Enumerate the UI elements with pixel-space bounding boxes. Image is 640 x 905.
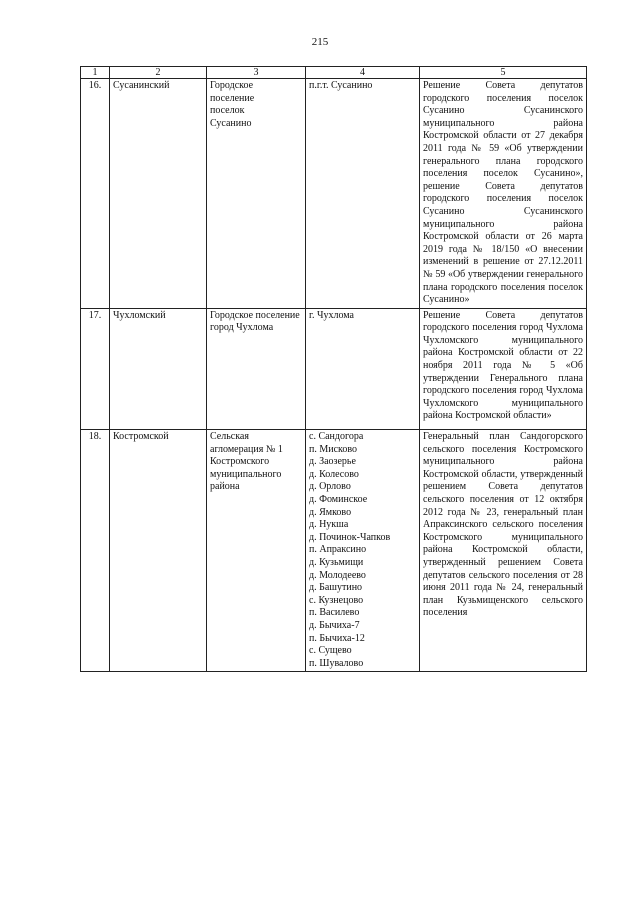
decision-cell: Генеральный план Сандогорского сельского поселения Костромского муниципального района Костромской области, утвержденный решением Совета депутатов сельского поселения от 12 октября 2012 года № 23, генеральный план Апраксинского сельского поселения Костромского муниципального района Костромской области, утвержденный решением Совета депутатов сельского поселения от 28 июня 2011 года № 24, генеральный план Кузьмищенского сельского поселения	[420, 430, 587, 672]
district-cell: Костромской	[110, 430, 207, 672]
table-row	[81, 79, 587, 309]
row-number: 18.	[81, 430, 110, 672]
decision-cell: Решение Совета депутатов городского поселения город Чухлома Чухломского муниципального района Костромской области от 22 ноября 2011 года № 5 «Об утверждении Генерального плана городского поселения город Чухлома Чухломского муниципального района Костромской области»	[420, 308, 587, 429]
row-number: 17.	[81, 308, 110, 429]
settlements-table	[80, 66, 587, 672]
settlement-cell: Городское поселение город Чухлома	[207, 308, 306, 429]
column-number: 4	[306, 67, 420, 79]
column-number: 3	[207, 67, 306, 79]
settlement-cell: Городское поселение поселок Сусанино	[207, 79, 306, 309]
page-number: 215	[311, 36, 329, 48]
localities-cell: с. Сандогора п. Мисково д. Заозерье д. Колесово д. Орлово д. Фоминское д. Ямково д. Нукша д. Починок-Чапков п. Апраксино д. Кузьмищи д. Молодеево д. Башутино с. Кузнецово п. Василево д. Бычиха-7 п. Бычиха-12 с. Сущево п. Шувалово	[306, 430, 420, 672]
district-cell: Чухломский	[110, 308, 207, 429]
settlement-cell: Сельская агломерация № 1 Костромского муниципального района	[207, 430, 306, 672]
table-row	[81, 308, 587, 429]
localities-cell: п.г.т. Сусанино	[306, 79, 420, 309]
district-cell: Сусанинский	[110, 79, 207, 309]
column-number: 5	[420, 67, 587, 79]
localities-cell: г. Чухлома	[306, 308, 420, 429]
column-number-row	[81, 67, 587, 79]
column-number: 2	[110, 67, 207, 79]
row-number: 16.	[81, 79, 110, 309]
decision-cell: Решение Совета депутатов городского поселения поселок Сусанино Сусанинского муниципального района Костромской области от 27 декабря 2011 года № 59 «Об утверждении генерального плана городского поселения поселок Сусанино», решение Совета депутатов городского поселения поселок Сусанино Сусанинского муниципального района Костромской области от 26 марта 2019 года № 18/150 «О внесении изменений в решение от 27.12.2011 № 59 «Об утверждении генерального плана городского поселения поселок Сусанино»	[420, 79, 587, 309]
column-number: 1	[81, 67, 110, 79]
table-row	[81, 430, 587, 672]
